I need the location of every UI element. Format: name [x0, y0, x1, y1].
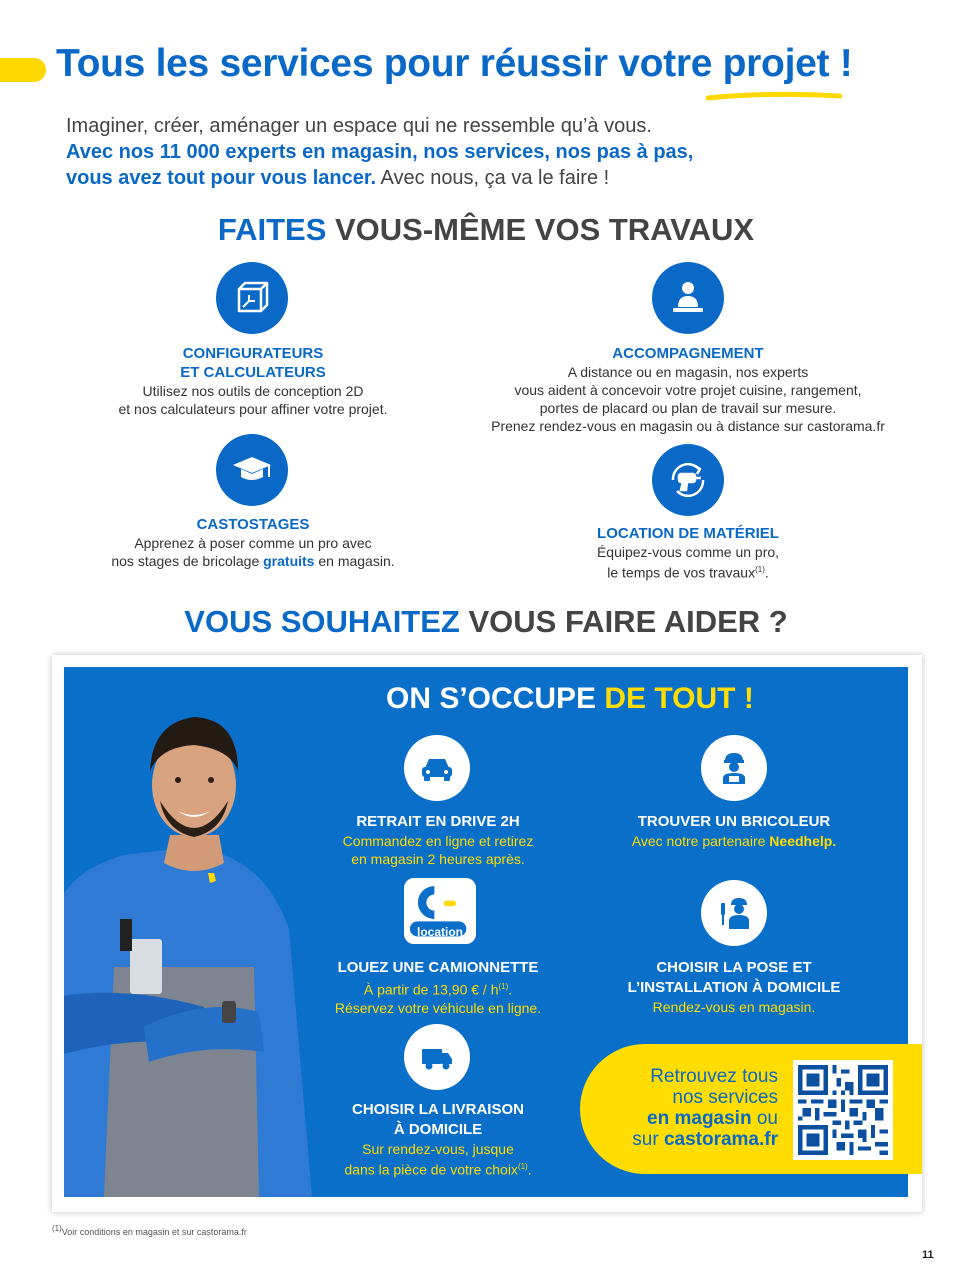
delivery-truck-icon: [404, 1024, 470, 1090]
service-retrait-drive[interactable]: RETRAIT EN DRIVE 2H Commandez en ligne et retirez en magasin 2 heures après.: [342, 813, 534, 867]
intro-paragraph: [66, 113, 693, 191]
service-livraison-domicile[interactable]: CHOISIR LA LIVRAISON À DOMICILE Sur rendez-vous, jusque dans la pièce de votre choix$^{(1)}$.: [344, 1101, 532, 1178]
service-pose-installation[interactable]: CHOISIR LA POSE ET L’INSTALLATION À DOMICILE Rendez-vous en magasin.: [627, 959, 841, 1015]
service-configurateurs[interactable]: CONFIGURATEURS ET CALCULATEURS Utilisez nos outils de conception 2D et nos calculateurs pour affiner votre projet.: [118, 345, 388, 417]
section-title-diy: FAITES VOUS-MÊME VOS TRAVAUX: [217, 212, 755, 247]
car-icon: [404, 735, 470, 801]
installer-icon: [701, 880, 767, 946]
title-underline: [706, 90, 842, 102]
location-logo-text: location: [416, 925, 463, 939]
service-castostages[interactable]: CASTOSTAGES Apprenez à poser comme un pro avec nos stages de bricolage gratuits en magasin.: [111, 516, 395, 569]
page-title: Tous les services pour réussir votre projet !: [56, 42, 853, 85]
graduation-cap-icon: [216, 434, 288, 506]
service-trouver-bricoleur[interactable]: TROUVER UN BRICOLEUR Avec notre partenaire Needhelp.: [631, 813, 837, 849]
intro-line-3: vous avez tout pour vous lancer. Avec nous, ça va le faire !: [66, 167, 610, 189]
footnote: $^{(1)}$Voir conditions en magasin et sur castorama.fr: [52, 1224, 247, 1237]
page-number: 11: [922, 1249, 934, 1261]
cta-text[interactable]: Retrouvez tous nos services en magasin ou sur castorama.fr: [632, 1066, 778, 1150]
advisor-icon: [652, 262, 724, 334]
intro-line-1: Imaginer, créer, aménager un espace qui ne ressemble qu’à vous.: [66, 115, 652, 137]
yellow-accent-tab: [0, 58, 46, 82]
intro-line-2: Avec nos 11 000 experts en magasin, nos services, nos pas à pas,: [66, 141, 694, 163]
panel-title: ON S’OCCUPE DE TOUT !: [386, 682, 754, 715]
qr-code[interactable]: [793, 1060, 893, 1160]
cube-icon: [216, 262, 288, 334]
section-title-help: VOUS SOUHAITEZ VOUS FAIRE AIDER ?: [184, 604, 788, 639]
service-location-materiel[interactable]: LOCATION DE MATÉRIEL Équipez-vous comme un pro, le temps de vos travaux$^{(1)}$.: [596, 525, 780, 581]
service-accompagnement[interactable]: ACCOMPAGNEMENT A distance ou en magasin, nos experts vous aident à concevoir votre projet cuisine, rangement, portes de placard ou plan de travail sur mesure. Prenez rendez-vous en magasin ou à distance sur castorama.fr: [491, 345, 885, 434]
handyman-icon: [701, 735, 767, 801]
service-louez-camionnette[interactable]: LOUEZ UNE CAMIONNETTE À partir de 13,90 € / $h^{(1)}$. Réservez votre véhicule en ligne.: [334, 959, 542, 1016]
c-location-logo: [404, 878, 476, 944]
drill-rental-icon: [652, 444, 724, 516]
